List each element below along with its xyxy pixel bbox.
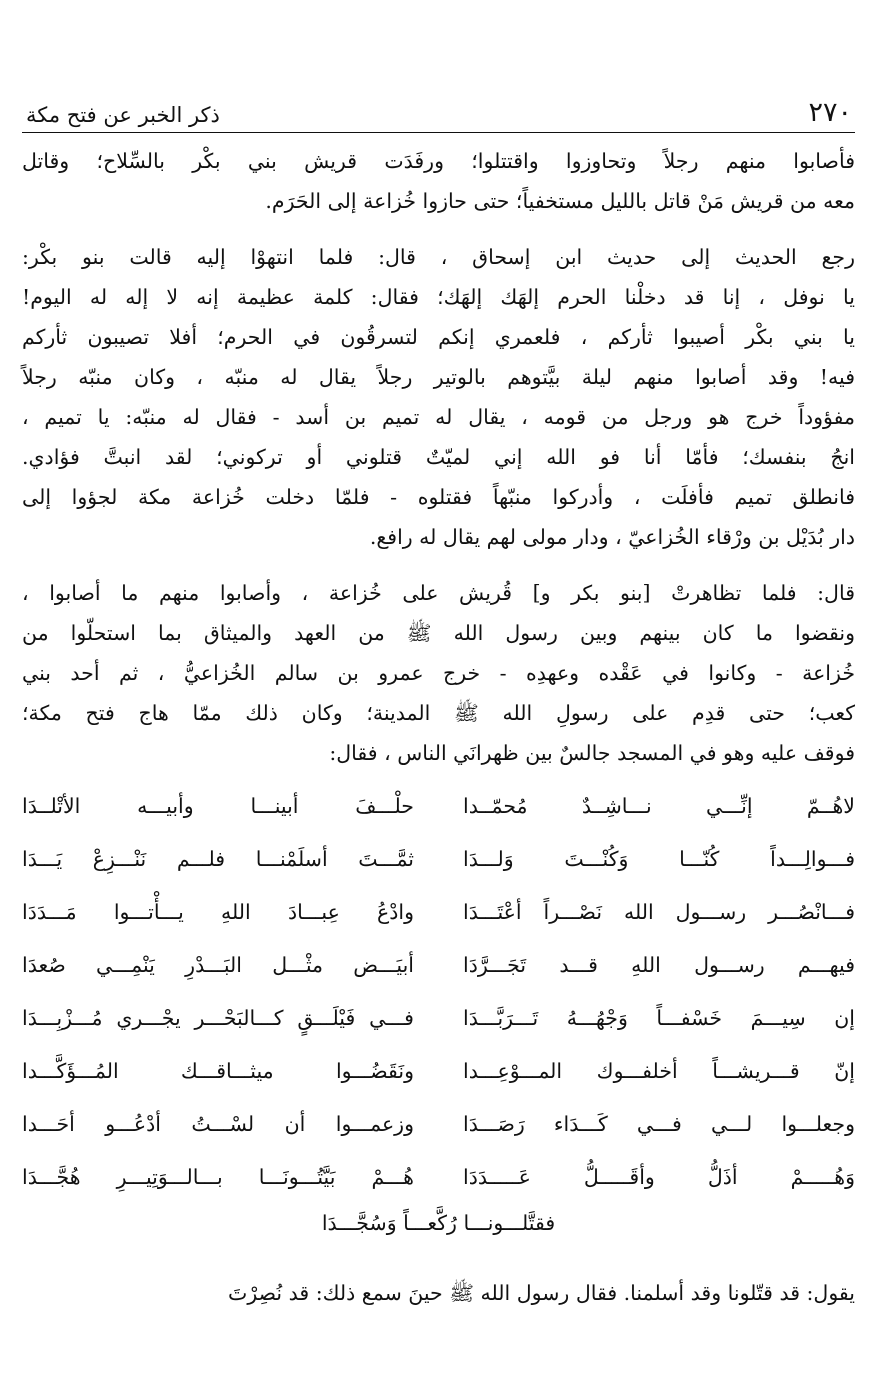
poem-verse: [22, 1150, 855, 1203]
verse-first-hemistich: إن سِيـــمَ خَسْفـــاً وَجْهُـــهُ تَـــرَبَّـــدَا: [463, 1005, 855, 1030]
text-line: خُزاعة - وكانوا في عَقْده وعهدِه - خرج عمرو بن سالم الخُزاعيُّ ، ثم أحد بني: [22, 661, 855, 685]
poem-verse: [22, 832, 855, 885]
paragraph-gap: [22, 557, 855, 573]
verse-second-hemistich: أبيَـــض مثْـــل البَـــدْرِ يَنْمِـــي صُعدَا: [22, 952, 414, 977]
text-line: مفؤوداً خرج هو ورجل من قومه ، يقال له تميم بن أسد - فقال له منبّه: يا تميم ،: [22, 405, 855, 429]
text-line: فيه! وقد أصابوا منهم ليلة بيَّتوهم بالوتير رجلاً يقال له منبّه ، وكان منبّه رجلاً: [22, 365, 855, 389]
running-title: ذكر الخبر عن فتح مكة: [26, 103, 220, 127]
paragraph-3: [22, 573, 855, 773]
page-number: ٢٧٠: [808, 97, 852, 128]
verse-second-hemistich: ثمَّـــتَ أسلَمْنـــا فلـــم نَنْـــزِعْ يَـــدَا: [22, 846, 414, 871]
text-line: رجع الحديث إلى حديث ابن إسحاق ، قال: فلما انتهوْا إليه قالت بنو بكْر:: [22, 245, 855, 269]
verse-first-hemistich: فـــوالِـــداً كُنّـــا وَكُنْـــتَ وَلـــدَا: [463, 846, 855, 871]
poem-verse: [22, 1044, 855, 1097]
verse-second-hemistich: ونَقَضُـــوا ميثـــاقـــك المُـــؤَكَّـــدا: [22, 1058, 414, 1083]
verse-first-hemistich: فـــانْصُـــر رســـول الله نَصْـــراً أعْتَـــدَا: [463, 899, 855, 924]
verse-first-hemistich: لاهُــمّ إنِّـــي نـــاشِــدٌ مُحمّــدا: [463, 793, 855, 818]
text-line: كعب؛ حتى قدِم على رسولِ الله ﷺ المدينة؛ وكان ذلك ممّا هاج فتح مكة؛: [22, 701, 855, 725]
poem-closing-hemistich: فقتَّلـــونـــا رُكَّعـــاً وَسُجَّـــدَا: [321, 1211, 556, 1235]
page-header: [22, 92, 855, 133]
verse-second-hemistich: هُـــمْ بَيَّتُـــونَـــا بـــالـــوَتِيـــرِ هُجَّـــدَا: [22, 1164, 414, 1189]
text-line: يا نوفل ، إنا قد دخلْنا الحرم إلهَك إلهَك؛ فقال: كلمة عظيمة إنه لا إله له اليوم!: [22, 285, 855, 309]
verse-second-hemistich: فـــي فَيْلَـــقٍ كـــالبَحْـــر يجْـــري مُـــزْبِـــدَا: [22, 1005, 414, 1030]
page-body: [22, 141, 855, 1313]
poem: [22, 779, 855, 1251]
verse-second-hemistich: وزعمـــوا أن لسْـــتُ أدْعُـــو أحَـــدا: [22, 1111, 414, 1136]
text-line: معه من قريش مَنْ قاتل بالليل مستخفياً؛ حتى حازوا خُزاعة إلى الحَرَم.: [265, 189, 855, 213]
text-line: فانطلق تميم فأفلَت ، وأدركوا منبّهاً فقتلوه - فلمّا دخلت خُزاعة مكة لجؤوا إلى: [22, 485, 855, 509]
text-line: انجُ بنفسك؛ فأمّا أنا فو الله إني لميّتٌ قتلوني أو تركوني؛ لقد انبتَّ فؤادي.: [22, 445, 855, 469]
verse-first-hemistich: إنّ قـــريشـــاً أخلفـــوك المـــوْعِـــدا: [463, 1058, 855, 1083]
text-line: فوقف عليه وهو في المسجد جالسٌ بين ظهرانَي الناس ، فقال:: [329, 741, 855, 765]
verse-first-hemistich: فيهـــم رســـول اللهِ قـــد تَجَـــرَّدَا: [463, 952, 855, 977]
poem-verse: [22, 938, 855, 991]
verse-second-hemistich: حلْـــفَ أبينـــا وأبيـــه الأتْلــدَا: [22, 793, 414, 818]
paragraph-2: [22, 237, 855, 557]
text-line: يقول: قد قتّلونا وقد أسلمنا. فقال رسول الله ﷺ حينَ سمع ذلك: قد نُصِرْتَ: [228, 1281, 855, 1305]
book-page: [22, 92, 855, 1313]
poem-verse: [22, 991, 855, 1044]
poem-verse: [22, 1097, 855, 1150]
text-line: دار بُدَيْل بن ورْقاء الخُزاعيّ ، ودار مولى لهم يقال له رافع.: [369, 525, 855, 549]
text-line: ونقضوا ما كان بينهم وبين رسول الله ﷺ من العهد والميثاق بما استحلّوا من: [22, 621, 855, 645]
verse-first-hemistich: وَهُـــــمْ أذَلُّ وأقَـــــلُّ عَـــــدَدَا: [463, 1164, 855, 1189]
poem-verse: [22, 779, 855, 832]
closing-paragraph: [22, 1273, 855, 1313]
verse-first-hemistich: وجعلـــوا لـــي فـــي كَـــدَاء رَصَـــدَا: [463, 1111, 855, 1136]
text-line: قال: فلما تظاهرتْ [بنو بكر و] قُريش على خُزاعة ، وأصابوا منهم ما أصابوا ،: [22, 581, 855, 605]
poem-verse: [22, 885, 855, 938]
paragraph-gap: [22, 221, 855, 237]
text-line: فأصابوا منهم رجلاً وتحاوزوا واقتتلوا؛ ورفَدَت قريش بني بكْر بالسِّلاح؛ وقاتل: [22, 149, 855, 173]
text-line: يا بني بكْر أصيبوا ثأركم ، فلعمري إنكم لتسرقُون في الحرم؛ أفلا تصيبون ثأركم: [22, 325, 855, 349]
verse-second-hemistich: وادْعُ عِبـــادَ اللهِ يـــأْتـــوا مَـــدَدَا: [22, 899, 414, 924]
paragraph-1: [22, 141, 855, 221]
